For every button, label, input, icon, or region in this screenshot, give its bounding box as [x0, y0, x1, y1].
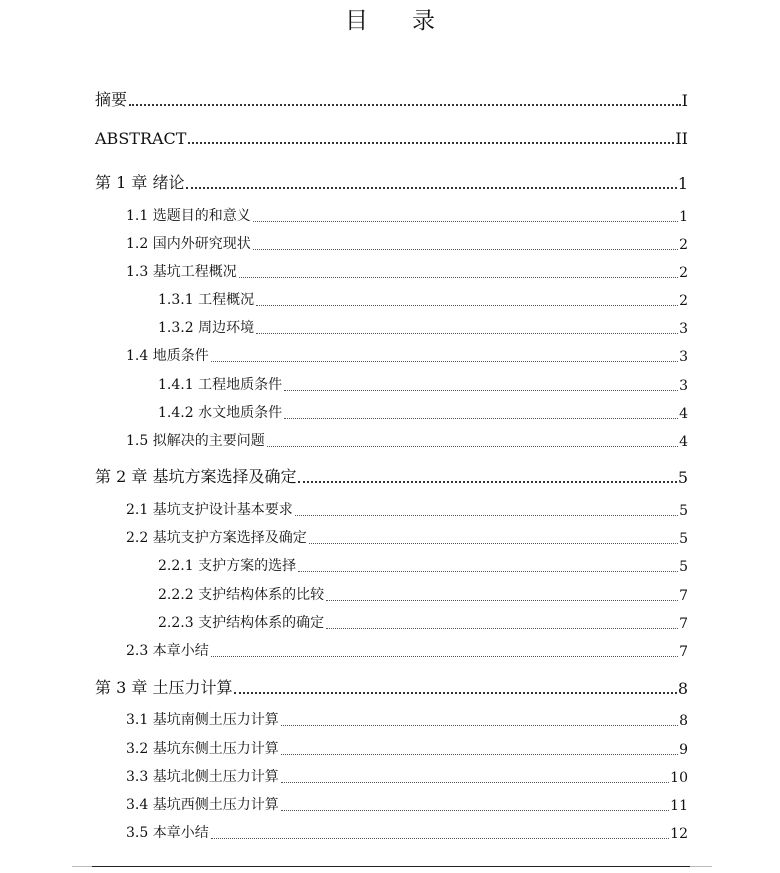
toc-page-number: 4 — [679, 434, 688, 450]
toc-page-number: 4 — [679, 406, 688, 422]
dot-leader — [211, 655, 678, 657]
toc-section-1-4[interactable] — [126, 345, 688, 365]
toc-entry-label: 2.3 本章小结 — [126, 643, 209, 659]
dot-leader — [239, 276, 678, 278]
toc-entry-label: 1.1 选题目的和意义 — [126, 208, 251, 224]
toc-chapter-2[interactable] — [95, 464, 688, 487]
toc-page-number: 8 — [679, 713, 688, 729]
toc-entry-label: 第 3 章 土压力计算 — [95, 678, 233, 697]
footer-rule — [92, 866, 692, 867]
toc-page-number: 5 — [679, 531, 688, 547]
toc-page-number: 5 — [677, 468, 688, 487]
toc-chapter-3[interactable] — [95, 675, 688, 698]
dot-leader — [326, 627, 678, 629]
toc-section-2-1[interactable] — [126, 499, 688, 519]
dot-leader — [281, 724, 678, 726]
toc-section-3-3[interactable] — [126, 766, 688, 786]
dot-leader — [267, 445, 678, 447]
toc-page-number: 5 — [679, 559, 688, 575]
toc-subsection-2-2-1[interactable] — [158, 555, 688, 575]
toc-page-number: 1 — [677, 174, 688, 193]
toc-page-number: II — [675, 129, 688, 148]
title-char-1: 目 — [345, 8, 368, 34]
toc-page-number: 9 — [679, 742, 688, 758]
toc-entry-label: 3.4 基坑西侧土压力计算 — [126, 797, 279, 813]
toc-subsection-2-2-3[interactable] — [158, 612, 688, 632]
toc-section-2-2[interactable] — [126, 527, 688, 547]
toc-section-2-3[interactable] — [126, 640, 688, 660]
toc-page-number: 10 — [670, 770, 688, 786]
dot-leader — [253, 220, 678, 222]
toc-entry-label: 3.5 本章小结 — [126, 825, 209, 841]
toc-entry-label: 1.3.1 工程概况 — [158, 292, 255, 308]
toc-entry-abstract-en[interactable] — [95, 129, 688, 148]
toc-entry-label: 2.2.1 支护方案的选择 — [158, 558, 297, 574]
toc-page-number: 12 — [670, 826, 688, 842]
toc-page-number: 7 — [679, 588, 688, 604]
dot-leader — [234, 691, 676, 694]
toc-section-1-1[interactable] — [126, 205, 688, 225]
dot-leader — [284, 417, 678, 419]
dot-leader — [281, 809, 669, 811]
page-corner-mark-right — [690, 866, 712, 867]
toc-section-3-1[interactable] — [126, 709, 688, 729]
dot-leader — [129, 103, 681, 106]
toc-page-number: 11 — [670, 798, 688, 814]
toc-entry-label: 2.2.3 支护结构体系的确定 — [158, 615, 325, 631]
toc-section-1-3[interactable] — [126, 261, 688, 281]
toc-page-number: 2 — [679, 293, 688, 309]
toc-page-number: 3 — [679, 349, 688, 365]
toc-page-number: 7 — [679, 616, 688, 632]
toc-page-number: 3 — [679, 321, 688, 337]
page-corner-mark-left — [72, 866, 94, 867]
toc-entry-label: 1.4 地质条件 — [126, 348, 209, 364]
toc-page-number: 5 — [679, 503, 688, 519]
toc-section-3-4[interactable] — [126, 794, 688, 814]
dot-leader — [256, 304, 678, 306]
dot-leader — [253, 248, 678, 250]
toc-subsection-2-2-2[interactable] — [158, 584, 688, 604]
toc-entry-label: 1.2 国内外研究现状 — [126, 236, 251, 252]
toc-section-3-5[interactable] — [126, 822, 688, 842]
toc-page-number: 7 — [679, 644, 688, 660]
dot-leader — [309, 542, 678, 544]
toc-subsection-1-3-2[interactable] — [158, 317, 688, 337]
toc-entry-label: 1.3.2 周边环境 — [158, 320, 255, 336]
toc-page-number: I — [681, 91, 688, 110]
toc-page-number: 3 — [679, 378, 688, 394]
dot-leader — [281, 753, 678, 755]
toc-entry-label: 第 1 章 绪论 — [95, 173, 185, 192]
toc-section-3-2[interactable] — [126, 738, 688, 758]
toc-entry-label: 3.3 基坑北侧土压力计算 — [126, 769, 279, 785]
toc-entry-label: 1.3 基坑工程概况 — [126, 264, 237, 280]
toc-entry-label: 摘要 — [95, 90, 128, 109]
toc-subsection-1-4-1[interactable] — [158, 374, 688, 394]
dot-leader — [295, 514, 678, 516]
dot-leader — [256, 332, 678, 334]
toc-page-number: 2 — [679, 237, 688, 253]
title-char-2: 录 — [412, 8, 435, 34]
toc-entry-label: 1.5 拟解决的主要问题 — [126, 433, 265, 449]
toc-subsection-1-3-1[interactable] — [158, 289, 688, 309]
dot-leader — [326, 599, 678, 601]
dot-leader — [188, 141, 674, 144]
toc-section-1-2[interactable] — [126, 233, 688, 253]
toc-entry-label: 3.1 基坑南侧土压力计算 — [126, 712, 279, 728]
toc-entry-label: 2.2.2 支护结构体系的比较 — [158, 587, 325, 603]
toc-entry-label: 1.4.1 工程地质条件 — [158, 377, 283, 393]
dot-leader — [281, 781, 669, 783]
toc-entry-abstract-cn[interactable] — [95, 87, 688, 110]
toc-chapter-1[interactable] — [95, 170, 688, 193]
toc-entry-label: 2.1 基坑支护设计基本要求 — [126, 502, 293, 518]
dot-leader — [284, 389, 678, 391]
toc-subsection-1-4-2[interactable] — [158, 402, 688, 422]
dot-leader — [298, 570, 678, 572]
toc-entry-label: 3.2 基坑东侧土压力计算 — [126, 741, 279, 757]
toc-entry-label: 第 2 章 基坑方案选择及确定 — [95, 467, 297, 486]
toc-page-number: 2 — [679, 265, 688, 281]
dot-leader — [298, 480, 676, 483]
dot-leader — [211, 837, 669, 839]
toc-entry-label: ABSTRACT — [95, 129, 187, 148]
toc-entry-label: 2.2 基坑支护方案选择及确定 — [126, 530, 307, 546]
dot-leader — [211, 360, 678, 362]
toc-section-1-5[interactable] — [126, 430, 688, 450]
dot-leader — [186, 186, 676, 189]
toc-page-number: 1 — [679, 209, 688, 225]
toc-page-number: 8 — [677, 679, 688, 698]
toc-entry-label: 1.4.2 水文地质条件 — [158, 405, 283, 421]
